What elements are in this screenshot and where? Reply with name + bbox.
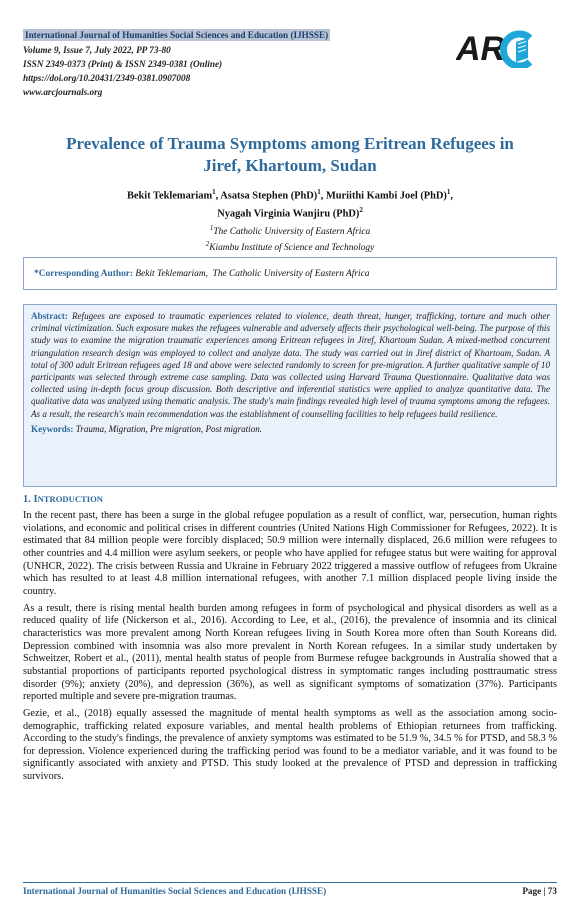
keywords-text: Trauma, Migration, Pre migration, Post migration.: [75, 423, 263, 434]
author-sup: 1: [317, 188, 321, 196]
author-name: Nyagah Virginia Wanjiru (PhD): [217, 208, 360, 220]
svg-text:AR: AR: [456, 30, 506, 68]
abstract-label: Abstract:: [31, 311, 68, 321]
page-number: Page | 73: [522, 886, 557, 896]
author-list: Bekit Teklemariam$^1$, Asatsa Stephen (PhD)$^1$, Muriithi Kambi Joel (PhD)$^1$, Nyagah Virginia Wanjiru (PhD)$^2$: [126, 188, 454, 220]
footer-journal: International Journal of Humanities Social Sciences and Education (IJHSSE): [23, 886, 327, 896]
website-link[interactable]: www.arcjournals.org: [23, 87, 103, 97]
section-rest: NTRODUCTION: [37, 494, 104, 504]
issn-info: ISSN 2349-0373 (Print) & ISSN 2349-0381 (Online): [23, 59, 223, 69]
paragraph: As a result, there is rising mental health burden among refugees in form of psychological and physical disorders as well as a reduced quality of life (Nickerson et al., 2016). According to Lee, et al., (2016), the prevalence of insomnia and its clinical characteristics was more prevalent among North Korean refugees living in South Korea more often than South Koreans did. Depression combined with insomnia was also more prevalent in North Korean refugees. In a similar study undertaken by Schweitzer, Robert et al., (2011), mental health status of people from Burmese refugee backgrounds in Australia showed that a substantial proportions of participants reported psychological distress in symptomatic ranges including posttraumatic stress disorder (9%); anxiety (20%), and depression (36%), as well as significant symptoms of somatization (37%). Participants reported multiple and severe pre-migration traumas.: [23, 602, 557, 703]
title-line-1: Prevalence of Trauma Symptoms among Eritrean Refugees in: [66, 134, 514, 153]
volume-info: Volume 9, Issue 7, July 2022, PP 73-80: [23, 45, 171, 55]
title-line-2: Jiref, Khartoum, Sudan: [203, 156, 377, 175]
corresponding-label: *Corresponding Author:: [34, 268, 136, 279]
keywords-label: Keywords:: [31, 423, 74, 434]
author-name: Bekit Teklemariam: [126, 190, 213, 202]
doi-link[interactable]: https://doi.org/10.20431/2349-0381.0907008: [23, 73, 191, 83]
article-title: [30, 133, 550, 177]
affiliation: Kiambu Institute of Science and Technology: [209, 243, 375, 254]
arc-logo: [456, 26, 532, 68]
author-name: Muriithi Kambi Joel (PhD): [325, 190, 447, 202]
affil-sup: 1: [209, 224, 214, 232]
abstract-box: [23, 304, 557, 487]
section-initial: I: [33, 494, 38, 505]
corresponding-text: Bekit Teklemariam, The Catholic University of Eastern Africa: [135, 268, 370, 279]
author-sup: 2: [359, 206, 363, 215]
author-sup: 1: [446, 188, 451, 196]
author-sup: 1: [212, 188, 216, 196]
keywords: [31, 423, 550, 435]
affil-sup: 2: [205, 240, 210, 249]
corresponding-author-box: [23, 257, 557, 290]
abstract: [31, 310, 550, 420]
author-name: Asatsa Stephen (PhD): [220, 190, 318, 202]
journal-header: [23, 25, 443, 99]
section-number: 1.: [23, 494, 34, 505]
paragraph: Gezie, et al., (2018) equally assessed the magnitude of mental health symptoms as well as the association among socio-demographic, trafficking related exposure variables, and mental health problems of Ethiopian returnees from trafficking. According to the study's findings, the prevalence of anxiety symptoms was estimated to be 51.9 %, 34.5 % for PTSD, and 58.3 % for depression. Violence experienced during the trafficking period was found to be a mediator variable, and it was found to be significantly associated with anxiety and PTSD. This study looked at the prevalence of PTSD and depression in trafficking survivors.: [23, 707, 557, 783]
journal-name: International Journal of Humanities Social Sciences and Education (IJHSSE): [25, 30, 329, 40]
affiliations: [30, 222, 550, 254]
abstract-text: Refugees are exposed to traumatic experiences related to violence, death threat, hunger, trafficking, torture and much other criminal victimization. Such exposure makes the refugees vulnerable and adversely affects their psychological well-being. The purpose of this study was to examine the migration traumatic experiences among Eritrean refugees in Jiref, Khartoum Sudan. A mixed-method concurrent triangulation research design was employed to collect and analyze data. The study was carried out in Jiref district of Khartoum, Sudan. A total of 300 adult Eritrean refugees aged 18 and above were selected randomly to screen for pre-migration. A further qualitative sample of 10 participants was selected through extreme case sampling. Data was collected using Harvard Trauma Questionnaire. Qualitative data was collected using in-depth focus group discussion. Both descriptive and inferential statistics were applied to analyze quantitative data. The qualitative data was analyzed using thematic analysis. The study's main findings revealed high level of trauma symptoms among the refugees. As a result, the research's main recommendation was the establishment of counselling facilities to help refugees build resilience.: [31, 311, 550, 419]
footer-divider: [23, 882, 557, 883]
body-text: [23, 510, 557, 788]
section-heading: [23, 494, 103, 505]
paragraph: In the recent past, there has been a surge in the global refugee population as a result of conflict, war, persecution, human rights violations, and economic and political crises in different countries (United Nations High Commissioner for Refugees, 2022). It is estimated that 84 million people were forcibly displaced; 50.9 million were internally displaced, 26.6 million were refugees to other countries and 4.4 million were asylum seekers, or people who have applied for refugee status but were waiting for approval (UNHCR, 2022). The crisis between Russia and Ukraine in February 2022 triggered a massive outflow of refugees from Ukraine which has resulted to at least 4.8 million international refugees, with another 7.1 million displaced people living inside the country.: [23, 510, 557, 597]
affiliation: The Catholic University of Eastern Africa: [213, 227, 371, 238]
